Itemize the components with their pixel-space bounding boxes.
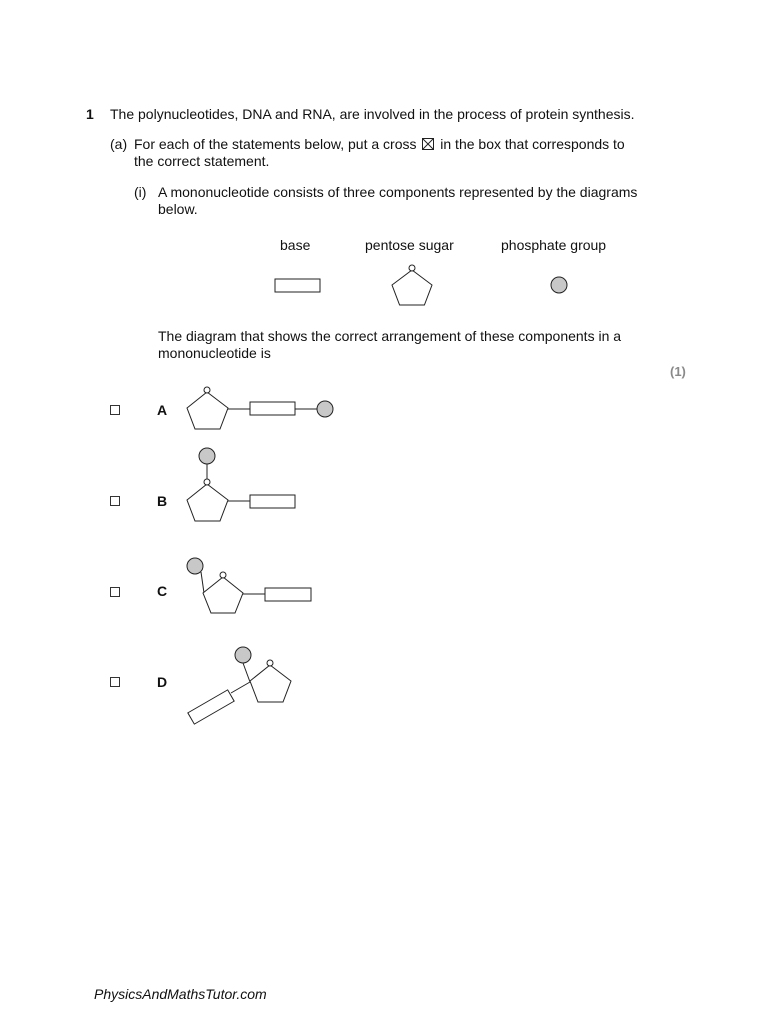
option-b-label: B	[157, 493, 168, 509]
part-i-label: (i)	[134, 184, 147, 200]
question-stem: The polynucleotides, DNA and RNA, are involved in the process of protein synthesis.	[110, 106, 635, 122]
option-a-label: A	[157, 402, 168, 418]
component-label-phosphate: phosphate group	[501, 237, 607, 253]
component-label-base: base	[280, 237, 311, 253]
option-d-base	[188, 690, 234, 724]
option-c-label: C	[157, 583, 168, 599]
part-a-instruction-before: For each of the statements below, put a cross	[134, 136, 417, 152]
question-number: 1	[86, 106, 94, 122]
part-a-label: (a)	[110, 136, 128, 152]
option-d-phosphate	[235, 647, 251, 663]
part-a-instruction-line2: the correct statement.	[134, 153, 270, 169]
footer-site-name[interactable]: PhysicsAndMathsTutor.com	[94, 986, 267, 1002]
component-label-pentose: pentose sugar	[365, 237, 454, 253]
option-d-pentagon	[250, 665, 291, 702]
option-d-label: D	[157, 674, 168, 690]
prompt-line2: mononucleotide is	[158, 345, 271, 361]
marks-allocation: (1)	[670, 364, 686, 379]
part-i-line1: A mononucleotide consists of three components represented by the diagrams	[158, 184, 638, 200]
prompt-line1: The diagram that shows the correct arrangement of these components in a	[158, 328, 622, 344]
part-a-instruction-after: in the box that corresponds to	[440, 136, 625, 152]
part-i-line2: below.	[158, 201, 198, 217]
